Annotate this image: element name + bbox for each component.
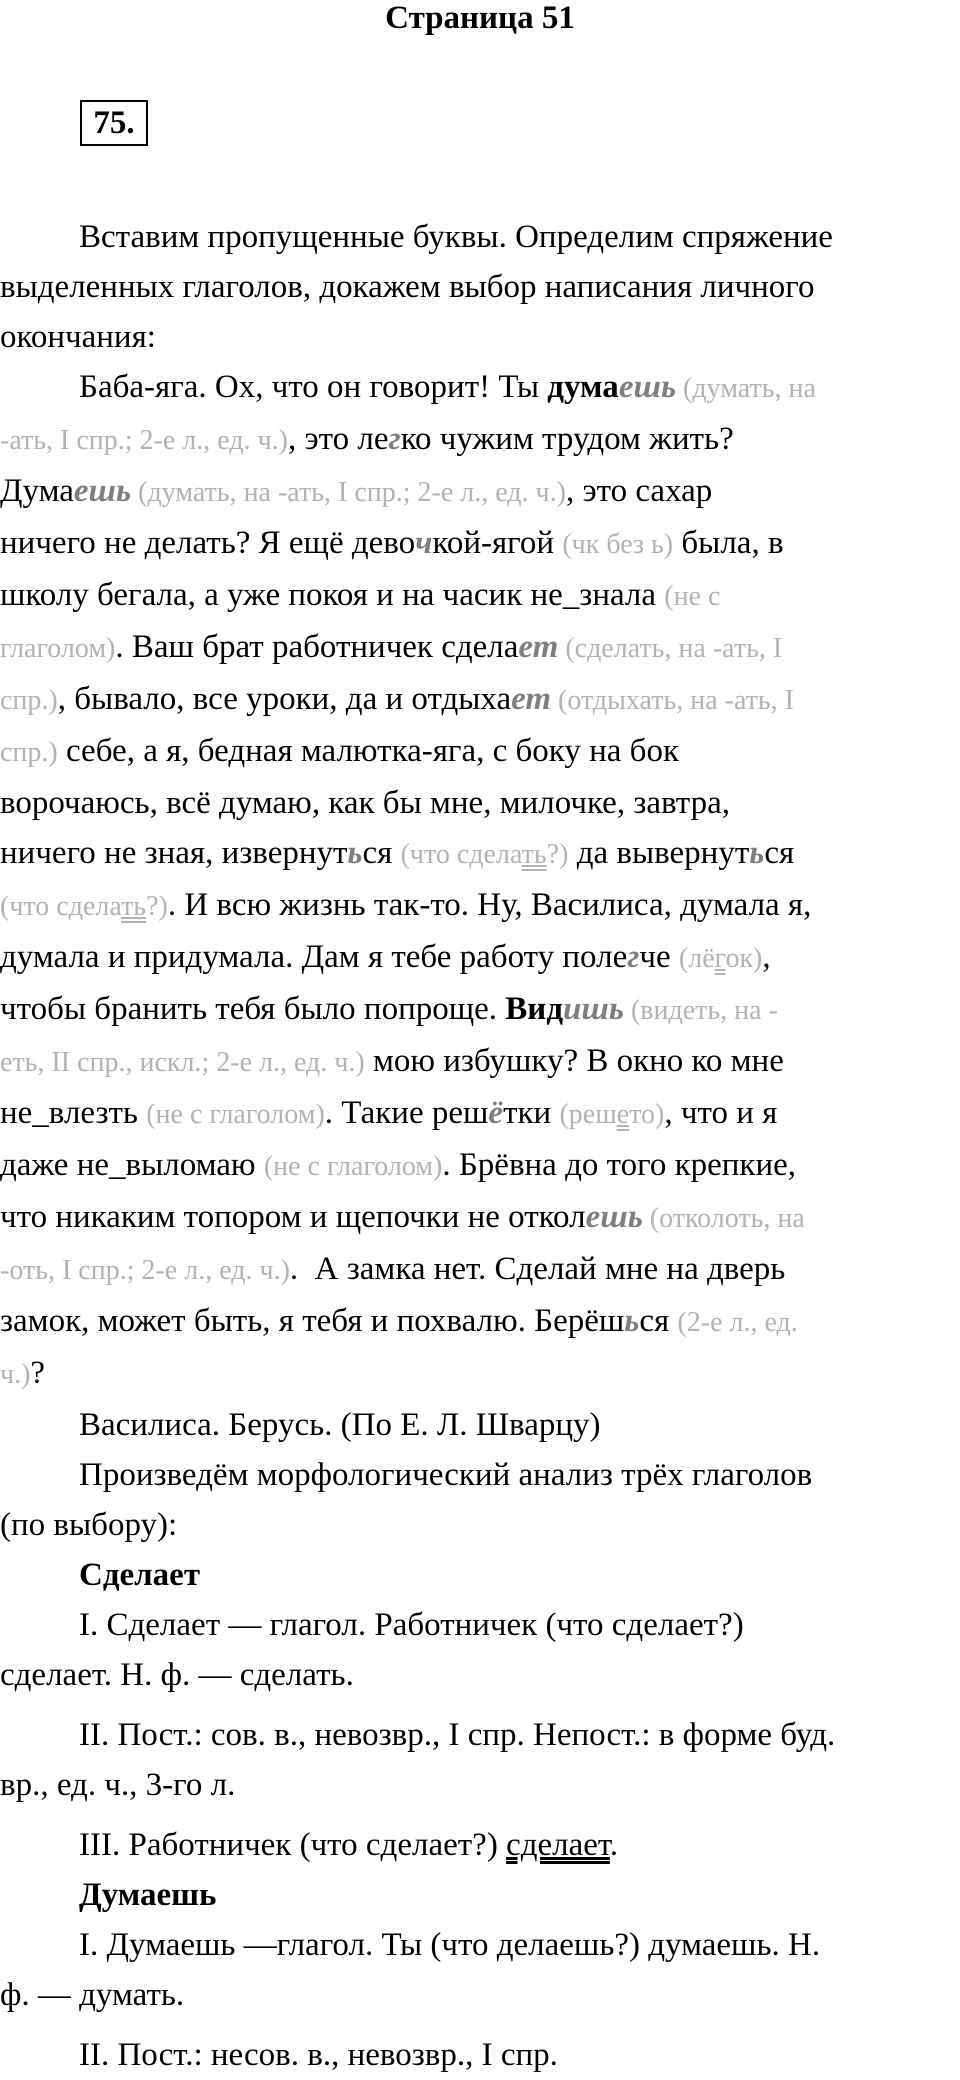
- analysis-line: III. Работничек (что сделает?) сделает.: [79, 1827, 619, 1863]
- intro-line: окончания:: [0, 319, 156, 355]
- analysis-line: I. Сделает — глагол. Работничек (что сделает?): [79, 1607, 744, 1643]
- text-line: ч.)?: [0, 1355, 46, 1391]
- text-line: спр.), бывало, все уроки, да и отдыхает (отдыхать, на -ать, I: [0, 681, 795, 717]
- text-line: -оть, I спр.; 2-е л., ед. ч.). А замка нет. Сделай мне на дверь: [0, 1251, 786, 1287]
- text-line: глаголом). Ваш брат работничек сделает (сделать, на -ать, I: [0, 629, 783, 665]
- verb-title: Сделает: [79, 1557, 201, 1593]
- text-line: Василиса. Берусь. (По Е. Л. Шварцу): [79, 1407, 601, 1443]
- text-line: ничего не делать? Я ещё девочкой-ягой (чк без ь) была, в: [0, 525, 784, 561]
- text-line: Думаешь (думать, на -ать, I спр.; 2-е л., ед. ч.), это сахар: [0, 473, 713, 509]
- analysis-intro: Произведём морфологический анализ трёх глаголов: [79, 1457, 813, 1493]
- text-line: не_влезть (не с глаголом). Такие решётки (решето), что и я: [0, 1095, 778, 1131]
- text-line: (что сделать?). И всю жизнь так-то. Ну, Василиса, думала я,: [0, 887, 812, 923]
- analysis-line: II. Пост.: несов. в., невозвр., I спр.: [79, 2037, 558, 2073]
- page-title: Страница 51: [385, 0, 575, 36]
- text-line: чтобы бранить тебя было попроще. Видишь (видеть, на -: [0, 991, 778, 1027]
- text-line: Баба-яга. Ох, что он говорит! Ты думаешь (думать, на: [79, 369, 816, 405]
- task-number: 75.: [80, 100, 148, 146]
- page-content: [0, 212, 960, 2080]
- text-line: что никаким топором и щепочки не отколешь (отколоть, на: [0, 1199, 805, 1235]
- analysis-line: I. Думаешь —глагол. Ты (что делаешь?) думаешь. Н.: [79, 1927, 821, 1963]
- text-line: еть, II спр., искл.; 2-е л., ед. ч.) мою избушку? В окно ко мне: [0, 1043, 784, 1079]
- text-line: замок, может быть, я тебя и похвалю. Берёшься (2-е л., ед.: [0, 1303, 798, 1339]
- intro-line: Вставим пропущенные буквы. Определим спряжение: [79, 219, 833, 255]
- analysis-intro: (по выбору):: [0, 1507, 178, 1543]
- analysis-line: сделает. Н. ф. — сделать.: [0, 1657, 354, 1693]
- analysis-line: II. Пост.: сов. в., невозвр., I спр. Непост.: в форме буд.: [79, 1717, 836, 1753]
- analysis-line: вр., ед. ч., 3-го л.: [0, 1767, 236, 1803]
- text-line: спр.) себе, а я, бедная малютка-яга, с боку на бок: [0, 733, 679, 769]
- text-line: думала и придумала. Дам я тебе работу полегче (лёгок),: [0, 939, 771, 975]
- text-line: ничего не зная, извернуться (что сделать?) да вывернуться: [0, 835, 795, 871]
- text-line: -ать, I спр.; 2-е л., ед. ч.), это легко чужим трудом жить?: [0, 421, 734, 457]
- verb-title: Думаешь: [79, 1877, 217, 1913]
- intro-line: выделенных глаголов, докажем выбор написания личного: [0, 269, 815, 305]
- text-line: ворочаюсь, всё думаю, как бы мне, милочке, завтра,: [0, 785, 730, 821]
- analysis-line: ф. — думать.: [0, 1977, 185, 2013]
- text-line: даже не_выломаю (не с глаголом). Брёвна до того крепкие,: [0, 1147, 796, 1183]
- text-line: школу бегала, а уже покоя и на часик не_знала (не с: [0, 577, 721, 613]
